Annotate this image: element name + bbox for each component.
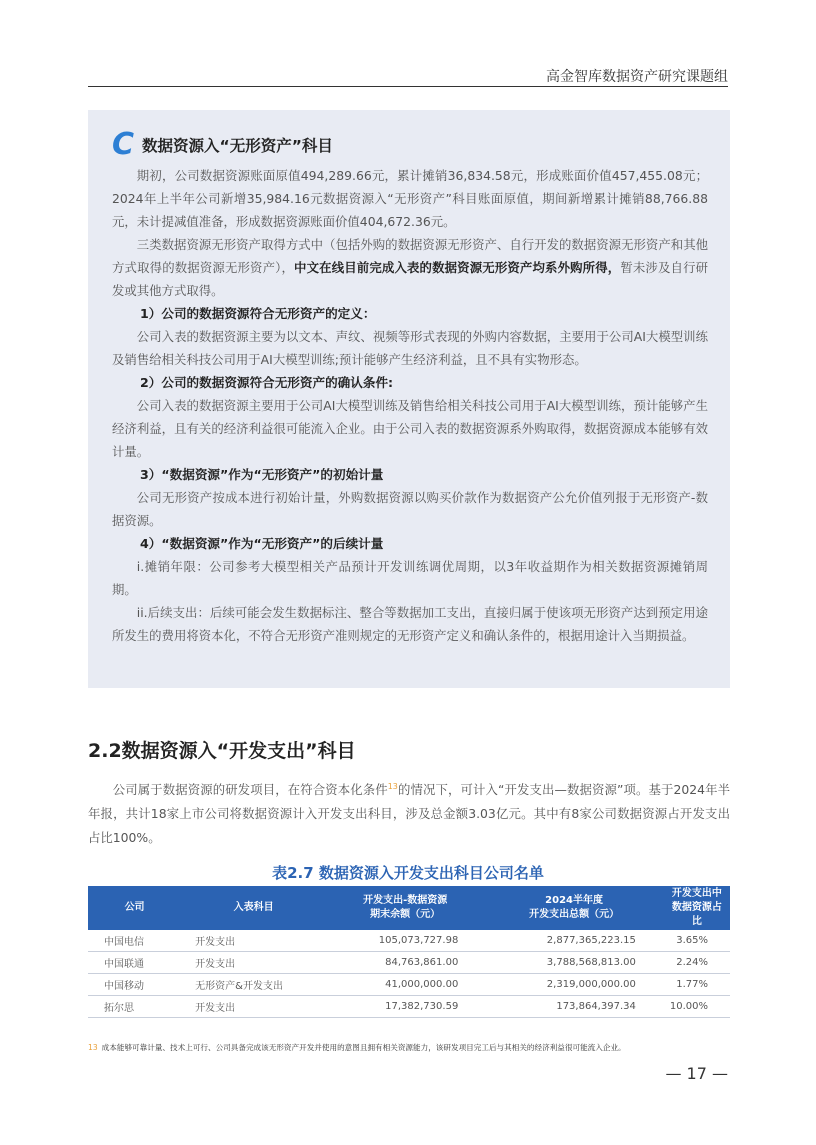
cell-balance: 17,382,730.59: [326, 996, 484, 1018]
page-number: — 17 —: [665, 1064, 728, 1083]
section-paragraph: [88, 775, 730, 850]
table-row: [88, 996, 730, 1018]
case-subheading-2: 2）公司的数据资源符合无形资产的确认条件:: [140, 375, 394, 390]
table-header-row: [88, 886, 730, 930]
cell-account: 开发支出: [181, 952, 326, 974]
header-balance: 开发支出-数据资源 期末余额（元）: [326, 886, 484, 930]
case-paragraph-7: ii.后续支出：后续可能会发生数据标注、整合等数据加工支出，直接归属于使该项无形资产达到预定用途所发生的费用将资本化，不符合无形资产准则规定的无形资产定义和确认条件的，根据用途计入当期损益。: [112, 605, 708, 643]
cell-total: 2,877,365,223.15: [484, 930, 664, 952]
cell-total: 2,319,000,000.00: [484, 974, 664, 996]
header-total: 2024半年度 开发支出总额（元）: [484, 886, 664, 930]
footnote: [88, 1042, 738, 1053]
case-letter-icon: C: [112, 127, 135, 162]
cell-balance: 41,000,000.00: [326, 974, 484, 996]
table-title: 表2.7 数据资源入开发支出科目公司名单: [272, 864, 544, 882]
company-table: [88, 886, 730, 1018]
cell-total: 173,864,397.34: [484, 996, 664, 1018]
cell-balance: 84,763,861.00: [326, 952, 484, 974]
case-paragraph-1: 期初，公司数据资源账面原值494,289.66元，累计摊销36,834.58元，形成账面价值457,455.08元；2024年上半年公司新增35,984.16元数据资源入“无形资产”科目账面原值，期间新增累计摊销88,766.88元，未计提减值准备，形成数据资源账面价值404,672.36元。: [112, 168, 708, 229]
header-ratio: 开发支出中 数据资源占比: [664, 886, 730, 930]
cell-account: 无形资产&开发支出: [181, 974, 326, 996]
cell-total: 3,788,568,813.00: [484, 952, 664, 974]
case-paragraph-5: 公司无形资产按成本进行初始计量，外购数据资源以购买价款作为数据资产公允价值列报于无形资产-数据资源。: [112, 490, 708, 528]
cell-ratio: 10.00%: [664, 996, 730, 1018]
cell-ratio: 2.24%: [664, 952, 730, 974]
cell-account: 开发支出: [181, 996, 326, 1018]
case-heading: [112, 127, 708, 162]
cell-company: 中国联通: [88, 952, 181, 974]
section-title: 2.2数据资源入“开发支出”科目: [88, 740, 356, 762]
header-account: 入表科目: [181, 886, 326, 930]
footnote-ref: 13: [387, 782, 398, 791]
case-subheading-1: 1）公司的数据资源符合无形资产的定义：: [140, 306, 376, 321]
case-title: 数据资源入“无形资产”科目: [142, 137, 333, 155]
cell-ratio: 1.77%: [664, 974, 730, 996]
case-box: [88, 110, 730, 688]
running-header: 高金智库数据资产研究课题组: [546, 69, 728, 85]
case-paragraph-2: [112, 233, 708, 302]
table-row: [88, 952, 730, 974]
section-para-b: 的情况下，可计入“开发支出—数据资源”项。基于2024年半年报，共计18家上市公司将数据资源计入开发支出科目，涉及总金额3.03亿元。其中有8家公司数据资源占开发支出占比100%。: [88, 782, 731, 846]
case-paragraph-6: i.摊销年限：公司参考大模型相关产品预计开发训练调优周期，以3年收益期作为相关数据资源摊销周期。: [112, 559, 708, 597]
case-subheading-3: 3）“数据资源”作为“无形资产”的初始计量: [140, 467, 384, 482]
table-row: [88, 974, 730, 996]
case-paragraph-4: 公司入表的数据资源主要用于公司AI大模型训练及销售给相关科技公司用于AI大模型训练，预计能够产生经济利益，且有关的经济利益很可能流入企业。由于公司入表的数据资源系外购取得，数据资源成本能够有效计量。: [112, 398, 708, 459]
footnote-text: 成本能够可靠计量、技术上可行、公司具备完成该无形资产开发并使用的意图且拥有相关资源能力，该研发项目完工后与其相关的经济利益很可能流入企业。: [101, 1043, 626, 1052]
table-row: [88, 930, 730, 952]
footnote-number: 13: [88, 1043, 98, 1052]
header-rule: [88, 86, 728, 87]
cell-company: 中国移动: [88, 974, 181, 996]
cell-company: 中国电信: [88, 930, 181, 952]
cell-account: 开发支出: [181, 930, 326, 952]
section-para-a: 公司属于数据资源的研发项目，在符合资本化条件: [112, 782, 388, 798]
header-company: 公司: [88, 886, 181, 930]
case-p2-text: 三类数据资源无形资产取得方式中（包括外购的数据资源无形资产、自行开发的数据资源无形资产和其他方式取得的数据资源无形资产），: [112, 237, 708, 275]
cell-balance: 105,073,727.98: [326, 930, 484, 952]
cell-ratio: 3.65%: [664, 930, 730, 952]
case-p2-tail: 暂未涉及自行研发或其他方式取得。: [112, 260, 709, 298]
case-paragraph-3: 公司入表的数据资源主要为以文本、声纹、视频等形式表现的外购内容数据，主要用于公司AI大模型训练及销售给相关科技公司用于AI大模型训练;预计能够产生经济利益，且不具有实物形态。: [112, 329, 708, 367]
case-p2-bold: 中文在线目前完成入表的数据资源无形资产均系外购所得，: [294, 260, 621, 275]
cell-company: 拓尔思: [88, 996, 181, 1018]
case-subheading-4: 4）“数据资源”作为“无形资产”的后续计量: [140, 536, 384, 551]
